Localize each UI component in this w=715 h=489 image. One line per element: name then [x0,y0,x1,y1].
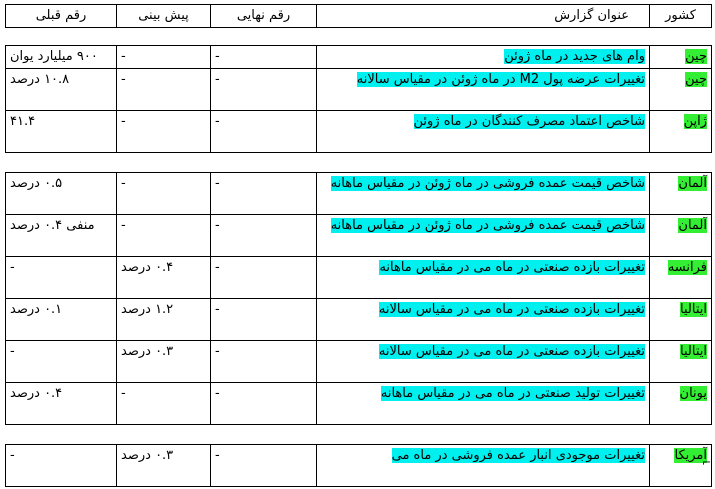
title-cell [317,69,650,111]
previous-value: ۰.۴ درصد [6,383,117,425]
country-cell [650,46,712,69]
table-row [6,299,712,341]
country-cell [650,111,712,153]
table-row [6,383,712,425]
title-cell [317,341,650,383]
title-cell [317,111,650,153]
final-value: - [211,257,317,299]
report-group-3 [5,444,712,487]
previous-value: ۰.۱ درصد [6,299,117,341]
report-title: تغییرات عرضه پول M2 در ماه ژوئن در مقیاس سالانه [356,72,645,87]
country-name: یونان [679,386,707,401]
table-row [6,111,712,153]
table-row [6,215,712,257]
previous-value: ۴۱.۴ [6,111,117,153]
final-value: - [211,215,317,257]
table-row [6,257,712,299]
forecast-value: - [117,46,211,69]
previous-value: منفی ۰.۴ درصد [6,215,117,257]
table-row [6,445,712,487]
title-cell [317,215,650,257]
header-title: عنوان گزارش [317,5,650,28]
paragraph-mark-icon: ⌐ [702,456,712,469]
header-forecast: پیش بینی [117,5,211,28]
report-title: وام های جدید در ماه ژوئن [504,49,645,64]
forecast-value: - [117,215,211,257]
title-cell [317,46,650,69]
header-final: رقم نهایی [211,5,317,28]
report-group-1 [5,45,712,153]
previous-value: ۱۰.۸ درصد [6,69,117,111]
country-name: ایتالیا [680,344,707,359]
previous-value: ۰.۵ درصد [6,173,117,215]
previous-value: - [6,445,117,487]
table-row [6,173,712,215]
country-name: ژاپن [683,114,707,129]
final-value: - [211,69,317,111]
report-title: شاخص قیمت عمده فروشی در ماه ژوئن در مقیاس ماهانه [330,176,645,191]
final-value: - [211,383,317,425]
final-value: - [211,46,317,69]
report-title: تغییرات بازده صنعتی در ماه می در مقیاس سالانه [378,344,645,359]
country-name: آلمان [678,218,707,233]
country-cell [650,299,712,341]
country-cell [650,341,712,383]
report-title: تغییرات موجودی انبار عمده فروشی در ماه می [391,448,645,463]
country-cell [650,215,712,257]
title-cell [317,299,650,341]
report-title: تغییرات بازده صنعتی در ماه می در مقیاس ماهانه [379,260,645,275]
title-cell [317,257,650,299]
previous-value: ۹۰۰ میلیارد یوان [6,46,117,69]
country-cell [650,173,712,215]
table-row [6,46,712,69]
forecast-value: ۰.۴ درصد [117,257,211,299]
country-name: فرانسه [667,260,707,275]
report-title: تغییرات تولید صنعتی در ماه می در مقیاس ماهانه [380,386,645,401]
report-title: شاخص قیمت عمده فروشی در ماه ژوئن در مقیاس ماهانه [330,218,645,233]
previous-value: - [6,257,117,299]
forecast-value: - [117,111,211,153]
forecast-value: - [117,173,211,215]
forecast-value: ۱.۲ درصد [117,299,211,341]
title-cell [317,445,650,487]
final-value: - [211,445,317,487]
header-country: کشور [650,5,712,28]
country-name: آلمان [678,176,707,191]
header-previous: رقم قبلی [6,5,117,28]
report-header-table [5,4,712,28]
report-title: تغییرات بازده صنعتی در ماه می در مقیاس سالانه [378,302,645,317]
previous-value: - [6,341,117,383]
final-value: - [211,299,317,341]
final-value: - [211,173,317,215]
country-name: چین [685,72,707,87]
country-name: چین [685,49,707,64]
forecast-value: ۰.۳ درصد [117,341,211,383]
report-title: شاخص اعتماد مصرف کنندگان در ماه ژوئن [413,114,645,129]
country-name: ایتالیا [680,302,707,317]
country-cell [650,257,712,299]
title-cell [317,383,650,425]
forecast-value: ۰.۳ درصد [117,445,211,487]
forecast-value: - [117,69,211,111]
country-cell [650,383,712,425]
final-value: - [211,111,317,153]
country-name: آمریکا [674,448,707,463]
country-cell [650,69,712,111]
title-cell [317,173,650,215]
final-value: - [211,341,317,383]
report-group-2 [5,172,712,425]
table-row [6,69,712,111]
forecast-value: - [117,383,211,425]
table-row [6,341,712,383]
